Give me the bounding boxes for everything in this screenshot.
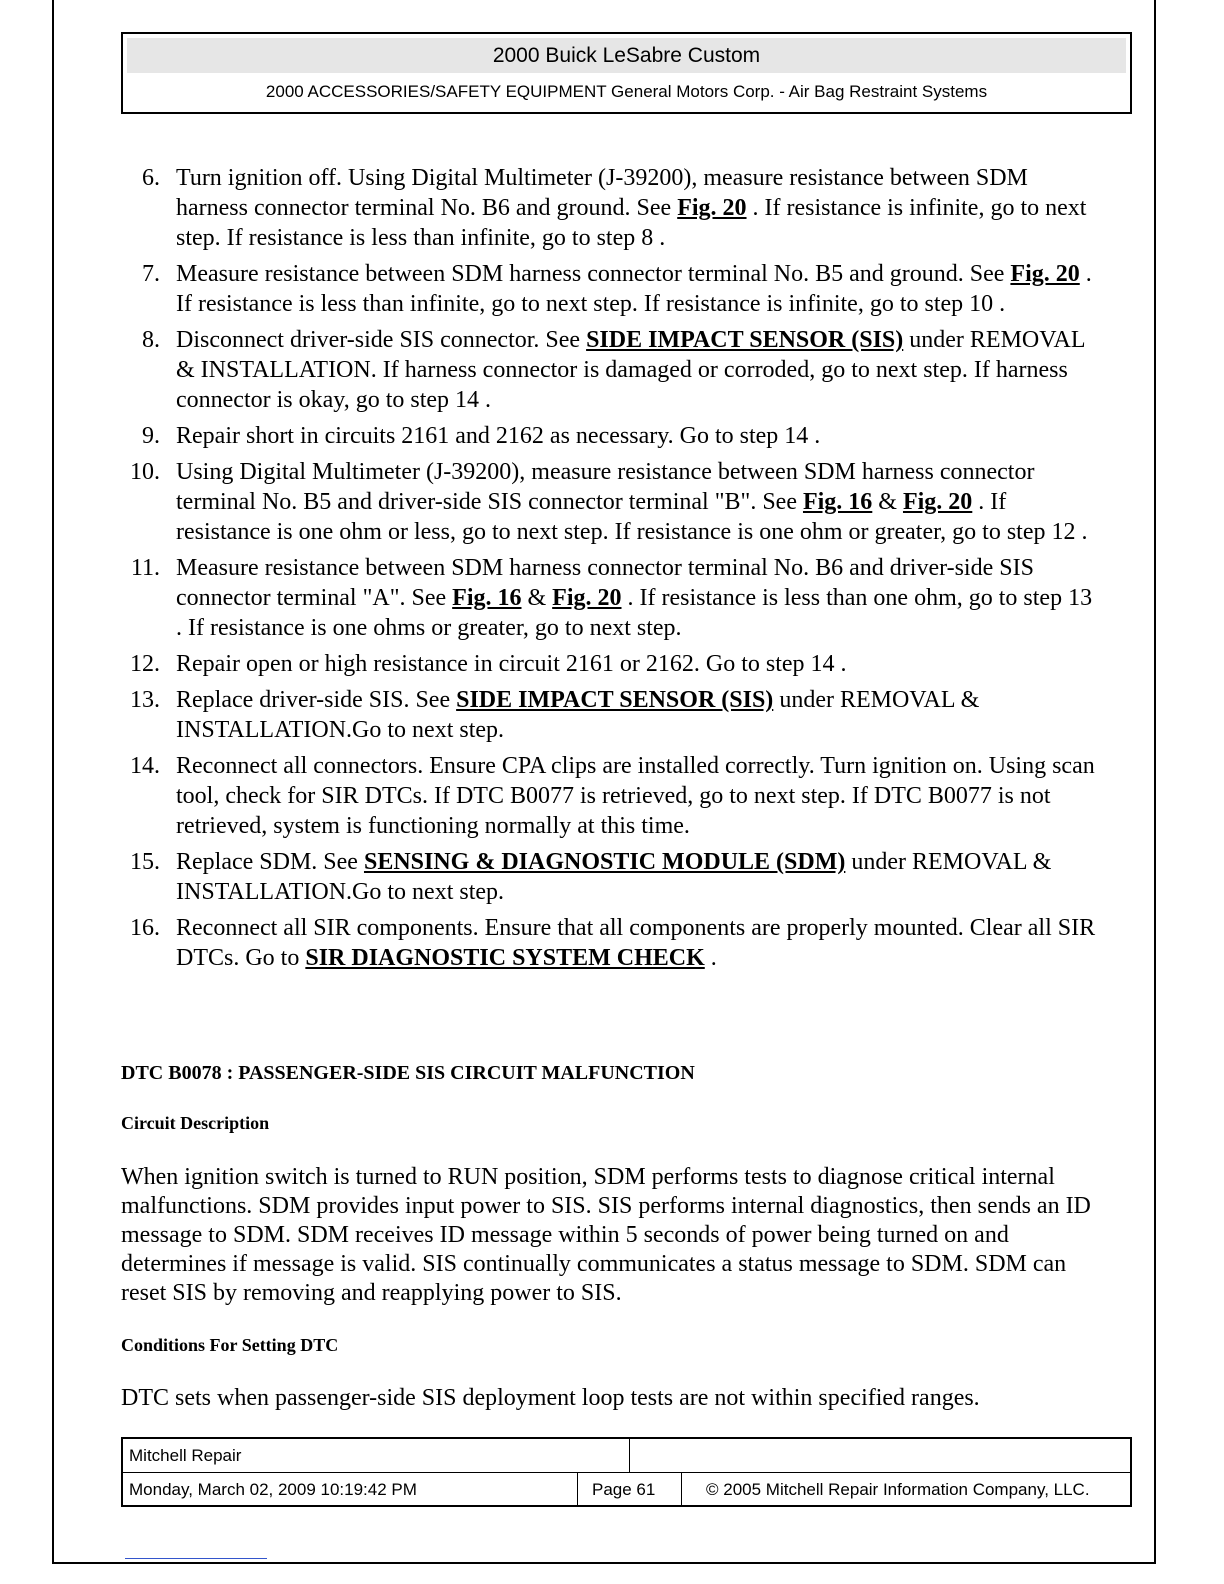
conditions-heading: Conditions For Setting DTC <box>121 1335 339 1355</box>
step-text: Repair short in circuits 2161 and 2162 as necessary. Go to step 14 . <box>176 423 821 449</box>
step-text: Reconnect all SIR components. Ensure that all components are properly mounted. Clear all SIR DTCs. Go to <box>176 915 1096 971</box>
step-item <box>120 325 1100 415</box>
step-item <box>120 649 1100 679</box>
step-text: under REMOVAL & INSTALLATION.Go to next step. <box>176 849 1052 905</box>
step-item <box>120 751 1100 841</box>
step-number: 16. <box>130 915 160 941</box>
step-text: & <box>521 585 553 611</box>
step-text: Turn ignition off. Using Digital Multimeter (J-39200), measure resistance between SDM harness connector terminal No. B6 and ground. See <box>176 165 1028 221</box>
step-number: 12. <box>130 651 160 677</box>
step-number: 10. <box>130 459 160 485</box>
step-item <box>120 913 1100 973</box>
reference-link[interactable]: Fig. 20 <box>552 585 622 611</box>
document-title: 2000 Buick LeSabre Custom <box>127 38 1126 73</box>
footer-row-bottom <box>123 1473 1130 1506</box>
step-text: Disconnect driver-side SIS connector. See <box>176 327 587 353</box>
circuit-description-heading: Circuit Description <box>121 1113 270 1133</box>
step-item <box>120 457 1100 547</box>
reference-link[interactable]: Fig. 16 <box>802 489 873 515</box>
step-number: 9. <box>142 423 160 449</box>
document-footer <box>121 1437 1132 1507</box>
step-item <box>120 685 1100 745</box>
step-number: 7. <box>142 261 160 287</box>
footer-date: Monday, March 02, 2009 10:19:42 PM <box>129 1480 417 1499</box>
step-text: Measure resistance between SDM harness connector terminal No. B5 and ground. See <box>176 261 1011 287</box>
step-text: under REMOVAL & INSTALLATION. If harness connector is damaged or corroded, go to next step. If harness connector is okay, go to step 14 . <box>176 327 1085 413</box>
step-text: . If resistance is infinite, go to next step. If resistance is less than infinite, go to step 8 . <box>176 195 1087 251</box>
circuit-description-text: When ignition switch is turned to RUN position, SDM performs tests to diagnose critical internal malfunctions. SDM provides input power to SIS. SIS performs internal diagnostics, then sends an ID message to SDM. SDM receives ID message within 5 seconds of power being turned on and determines if message is valid. SIS continually communicates a status message to SDM. SDM can reset SIS by removing and reapplying power to SIS. <box>121 1164 1091 1306</box>
step-text: . If resistance is less than one ohm, go to step 13 . If resistance is one ohms or greater, go to next step. <box>176 585 1093 641</box>
step-number: 11. <box>130 555 160 581</box>
document-subtitle: 2000 ACCESSORIES/SAFETY EQUIPMENT General Motors Corp. - Air Bag Restraint Systems <box>265 82 988 101</box>
step-text: . If resistance is less than infinite, go to next step. If resistance is infinite, go to step 10 . <box>176 261 1092 317</box>
step-item <box>120 847 1100 907</box>
reference-link[interactable]: SIDE IMPACT SENSOR (SIS) <box>456 687 774 713</box>
footer-copyright: © 2005 Mitchell Repair Information Company, LLC. <box>681 1473 1132 1506</box>
reference-link[interactable]: Fig. 16 <box>452 585 522 611</box>
step-item <box>120 421 1100 451</box>
step-text: . If resistance is one ohm or less, go to next step. If resistance is one ohm or greater, go to step 12 . <box>176 489 1088 545</box>
step-number: 13. <box>130 687 160 713</box>
step-text: Reconnect all connectors. Ensure CPA clips are installed correctly. Turn ignition on. Using scan tool, check for SIR DTCs. If DTC B0077 is retrieved, go to next step. If DTC B0077 is not retrieved, system is functioning normally at this time. <box>176 753 1095 839</box>
footer-row-top <box>123 1439 1130 1473</box>
step-text: & <box>872 489 903 515</box>
reference-link[interactable]: SIR DIAGNOSTIC SYSTEM CHECK <box>305 945 705 971</box>
step-number: 14. <box>130 753 160 779</box>
step-number: 15. <box>130 849 160 875</box>
step-text: Measure resistance between SDM harness connector terminal No. B6 and driver-side SIS connector terminal "A". See <box>176 555 1034 611</box>
step-item <box>120 163 1100 253</box>
reference-link[interactable]: SIDE IMPACT SENSOR (SIS) <box>586 327 904 353</box>
reference-link[interactable]: Fig. 20 <box>1010 261 1080 287</box>
step-item <box>120 553 1100 643</box>
step-text: Repair open or high resistance in circuit 2161 or 2162. Go to step 14 . <box>176 651 847 677</box>
conditions-text: DTC sets when passenger-side SIS deployment loop tests are not within specified ranges. <box>121 1385 980 1411</box>
footer-empty-cell <box>629 1439 1132 1472</box>
page-divider <box>125 1558 267 1559</box>
step-number: 6. <box>142 165 160 191</box>
reference-link[interactable]: SENSING & DIAGNOSTIC MODULE (SDM) <box>363 849 846 875</box>
section-title: DTC B0078 : PASSENGER-SIDE SIS CIRCUIT MALFUNCTION <box>121 1062 695 1084</box>
footer-company: Mitchell Repair <box>129 1446 242 1465</box>
step-text: Replace SDM. See <box>176 849 364 875</box>
footer-page: Page 61 <box>577 1473 681 1506</box>
step-number: 8. <box>142 327 160 353</box>
reference-link[interactable]: Fig. 20 <box>902 489 973 515</box>
step-item <box>120 259 1100 319</box>
step-text: under REMOVAL & INSTALLATION.Go to next step. <box>176 687 980 743</box>
document-header <box>121 32 1132 114</box>
step-text: . <box>704 945 717 971</box>
procedure-steps <box>120 163 1100 979</box>
step-text: Replace driver-side SIS. See <box>176 687 457 713</box>
reference-link[interactable]: Fig. 20 <box>677 195 747 221</box>
step-text: Using Digital Multimeter (J-39200), measure resistance between SDM harness connector terminal No. B5 and driver-side SIS connector terminal "B". See <box>176 459 1035 515</box>
